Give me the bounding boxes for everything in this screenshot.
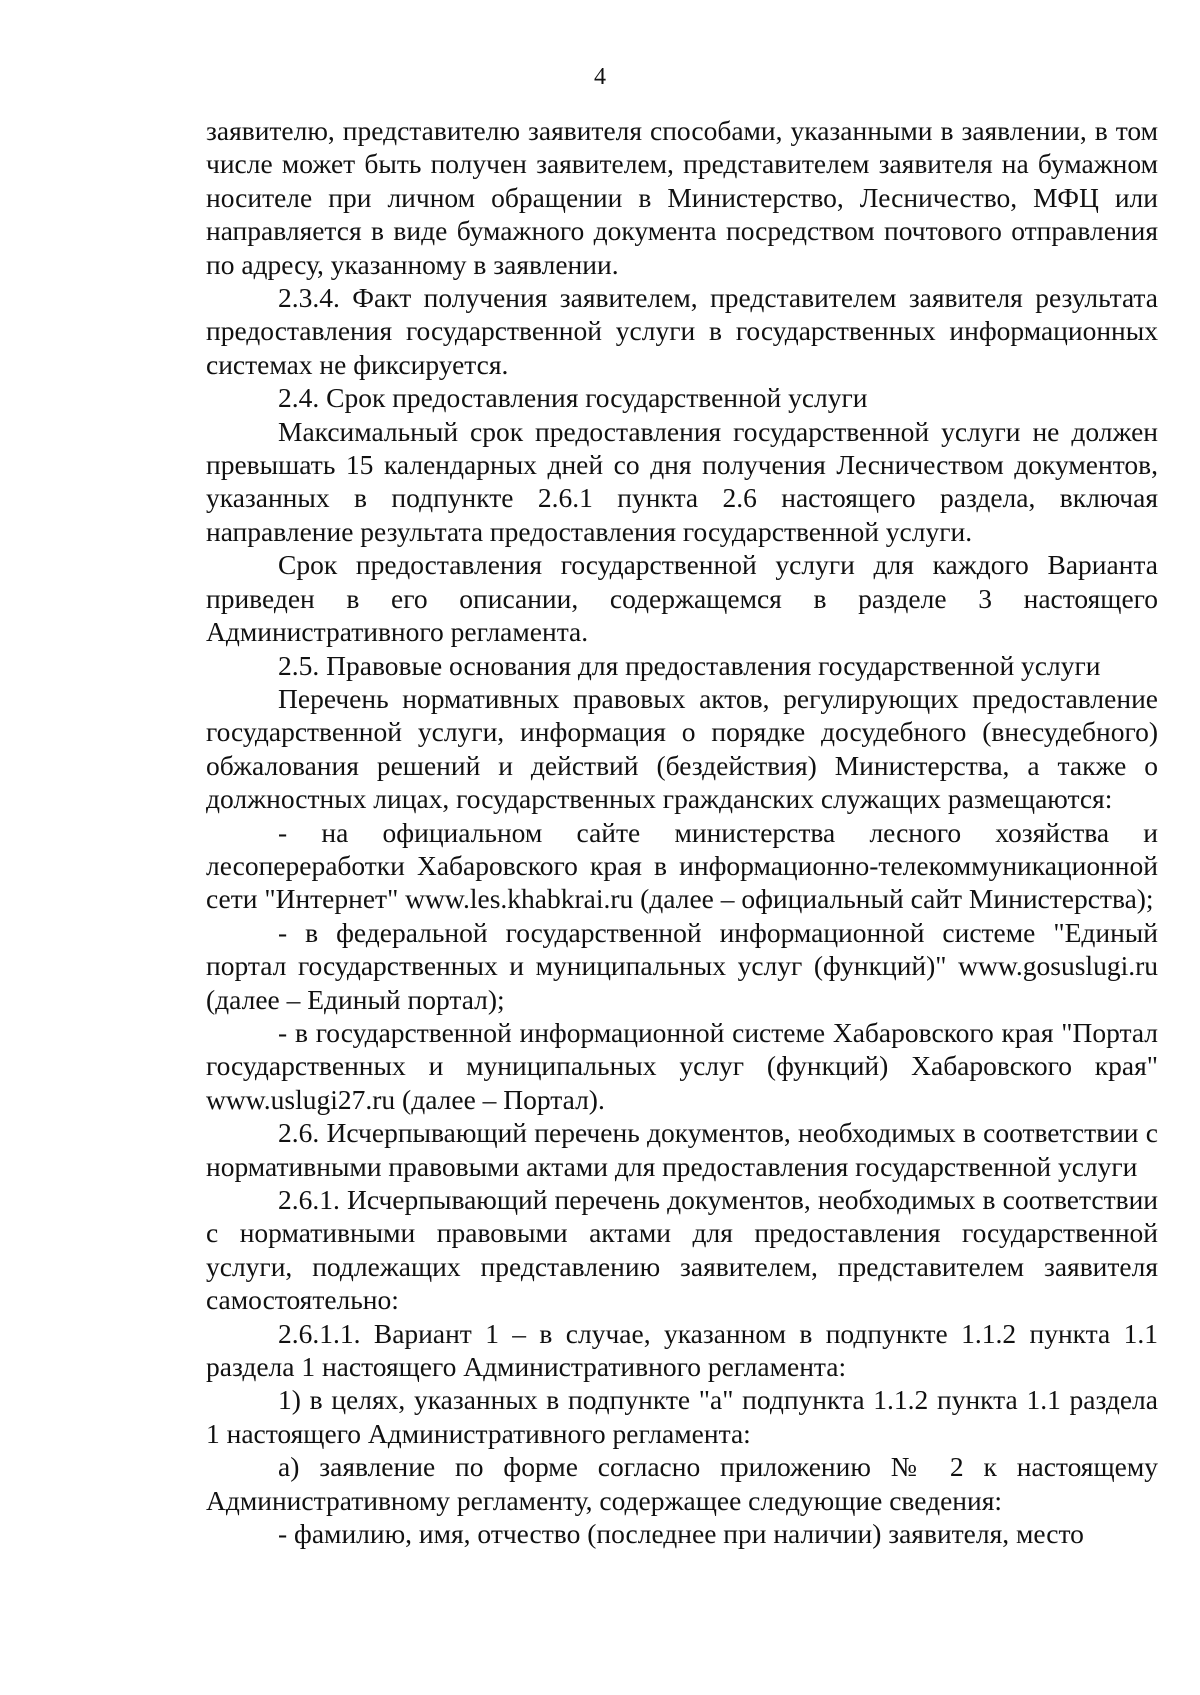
paragraph: 1) в целях, указанных в подпункте "а" подпункта 1.1.2 пункта 1.1 раздела 1 настоящего Административного регламента:	[206, 1384, 1158, 1449]
paragraph: - в государственной информационной системе Хабаровского края "Портал государственных и муниципальных услуг (функций) Хабаровского края" www.uslugi27.ru (далее – Портал).	[206, 1016, 1158, 1115]
paragraph: заявителю, представителю заявителя способами, указанными в заявлении, в том числе может быть получен заявителем, представителем заявителя на бумажном носителе при личном обращении в Министерство, Лесничество, МФЦ или направляется в виде бумажного документа посредством почтового отправления по адресу, указанному в заявлении.	[206, 115, 1158, 280]
paragraph: 2.4. Срок предоставления государственной услуги	[278, 382, 868, 414]
paragraph: - в федеральной государственной информационной системе "Единый портал государственных и муниципальных услуг (функций)" www.gosuslugi.ru (далее – Единый портал);	[206, 916, 1158, 1015]
paragraph: Перечень нормативных правовых актов, регулирующих предоставление государственной услуги, информация о порядке досудебного (внесудебного) обжалования решений и действий (бездействия) Министерства, а также о должностных лицах, государственных гражданских служащих размещаются:	[206, 682, 1158, 815]
paragraph: 2.5. Правовые основания для предоставления государственной услуги	[278, 649, 1101, 681]
paragraph: 2.3.4. Факт получения заявителем, представителем заявителя результата предоставления государственной услуги в государственных информационных системах не фиксируется.	[206, 282, 1158, 380]
page-number: 4	[594, 64, 606, 90]
document-body	[206, 114, 1158, 1550]
paragraph: 2.6. Исчерпывающий перечень документов, необходимых в соответствии с нормативными правовыми актами для предоставления государственной услуги	[206, 1117, 1158, 1182]
paragraph: 2.6.1. Исчерпывающий перечень документов, необходимых в соответствии с нормативными правовыми актами для предоставления государственной услуги, подлежащих представлению заявителем, представителем заявителя самостоятельно:	[206, 1184, 1158, 1316]
paragraph: - фамилию, имя, отчество (последнее при наличии) заявителя, место	[278, 1518, 1084, 1550]
paragraph: а) заявление по форме согласно приложению № 2 к настоящему Административному регламенту, содержащее следующие сведения:	[206, 1451, 1158, 1516]
paragraph: Срок предоставления государственной услуги для каждого Варианта приведен в его описании, содержащемся в разделе 3 настоящего Административного регламента.	[206, 549, 1158, 648]
paragraph: - на официальном сайте министерства лесного хозяйства и лесопереработки Хабаровского края в информационно-телекоммуникационной сети "Интернет" www.les.khabkrai.ru (далее – официальный сайт Министерства);	[206, 816, 1158, 915]
paragraph: 2.6.1.1. Вариант 1 – в случае, указанном в подпункте 1.1.2 пункта 1.1 раздела 1 настоящего Административного регламента:	[206, 1317, 1158, 1383]
paragraph: Максимальный срок предоставления государственной услуги не должен превышать 15 календарных дней со дня получения Лесничеством документов, указанных в подпункте 2.6.1 пункта 2.6 настоящего раздела, включая направление результата предоставления государственной услуги.	[206, 415, 1158, 547]
